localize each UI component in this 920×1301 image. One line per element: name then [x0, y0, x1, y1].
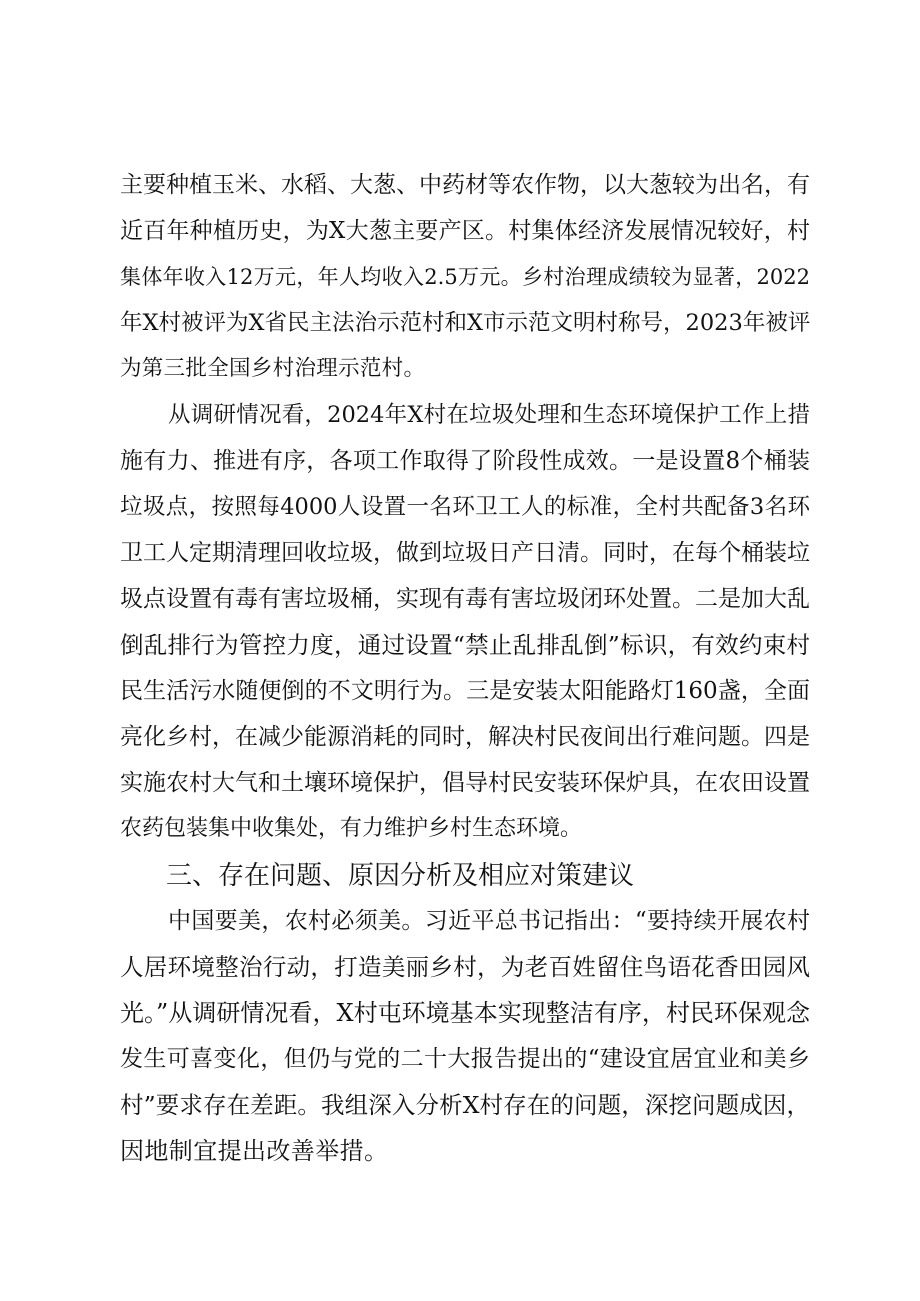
paragraph-1-line [0, 209, 920, 253]
paragraph-2-line [0, 715, 920, 759]
paragraph-2-line [0, 531, 920, 575]
section-heading-text: 三、存在问题、原因分析及相应对策建议 [166, 861, 635, 891]
text-line: 集体年收入12万元，年人均收入2.5万元。乡村治理成绩较为显著，2022 [120, 265, 810, 289]
paragraph-3-line [0, 1083, 920, 1127]
paragraph-2-line [0, 485, 920, 529]
paragraph-2-line [0, 439, 920, 483]
text-line: 中国要美，农村必须美。习近平总书记指出：“要持续开展农村 [168, 908, 810, 934]
section-heading [0, 854, 920, 898]
paragraph-2-line [0, 669, 920, 713]
paragraph-2-line [0, 807, 920, 851]
paragraph-1-line [0, 255, 920, 299]
paragraph-3-line [0, 899, 920, 943]
text-line: 近百年种植历史，为X大葱主要产区。村集体经济发展情况较好，村 [120, 218, 810, 244]
paragraph-3-line [0, 991, 920, 1035]
text-line: 光。”从调研情况看，X村屯环境基本实现整洁有序，村民环保观念 [120, 999, 810, 1027]
text-line: 倒乱排行为管控力度，通过设置“禁止乱排乱倒”标识，有效约束村 [120, 631, 810, 659]
text-line: 实施农村大气和土壤环境保护，倡导村民安装环保炉具，在农田设置 [120, 770, 810, 796]
text-line: 因地制宜提出改善举措。 [120, 1137, 388, 1165]
text-line: 施有力、推进有序，各项工作取得了阶段性成效。一是设置8个桶装 [120, 448, 810, 474]
text-line: 发生可喜变化，但仍与党的二十大报告提出的“建设宜居宜业和美乡 [120, 1046, 810, 1072]
paragraph-3-line [0, 945, 920, 989]
paragraph-1-line [0, 163, 920, 207]
paragraph-1-line [0, 347, 920, 391]
text-line: 为第三批全国乡村治理示范村。 [120, 356, 425, 381]
text-line: 年X村被评为X省民主法治示范村和X市示范文明村称号，2023年被评 [120, 310, 811, 336]
paragraph-3-line [0, 1129, 920, 1173]
paragraph-2-line [0, 577, 920, 621]
text-line: 圾点设置有毒有害垃圾桶，实现有毒有害垃圾闭环处置。二是加大乱 [120, 586, 810, 612]
paragraph-2-line [0, 393, 920, 437]
text-line: 从调研情况看，2024年X村在垃圾处理和生态环境保护工作上措 [168, 402, 810, 428]
text-line: 亮化乡村，在减少能源消耗的同时，解决村民夜间出行难问题。四是 [120, 724, 810, 750]
text-line: 主要种植玉米、水稻、大葱、中药材等农作物，以大葱较为出名，有 [120, 172, 810, 198]
paragraph-3-line [0, 1037, 920, 1081]
paragraph-2-line [0, 623, 920, 667]
text-line: 垃圾点，按照每4000人设置一名环卫工人的标准，全村共配备3名环 [120, 494, 810, 520]
text-line: 村”要求存在差距。我组深入分析X村存在的问题，深挖问题成因， [120, 1091, 810, 1119]
text-line: 卫工人定期清理回收垃圾，做到垃圾日产日清。同时，在每个桶装垃 [120, 540, 810, 566]
paragraph-2-line [0, 761, 920, 805]
text-line: 人居环境整治行动，打造美丽乡村，为老百姓留住鸟语花香田园风 [120, 953, 810, 981]
text-line: 民生活污水随便倒的不文明行为。三是安装太阳能路灯160盏，全面 [120, 678, 810, 704]
paragraph-1-line [0, 301, 920, 345]
text-line: 农药包装集中收集处，有力维护乡村生态环境。 [120, 816, 583, 841]
